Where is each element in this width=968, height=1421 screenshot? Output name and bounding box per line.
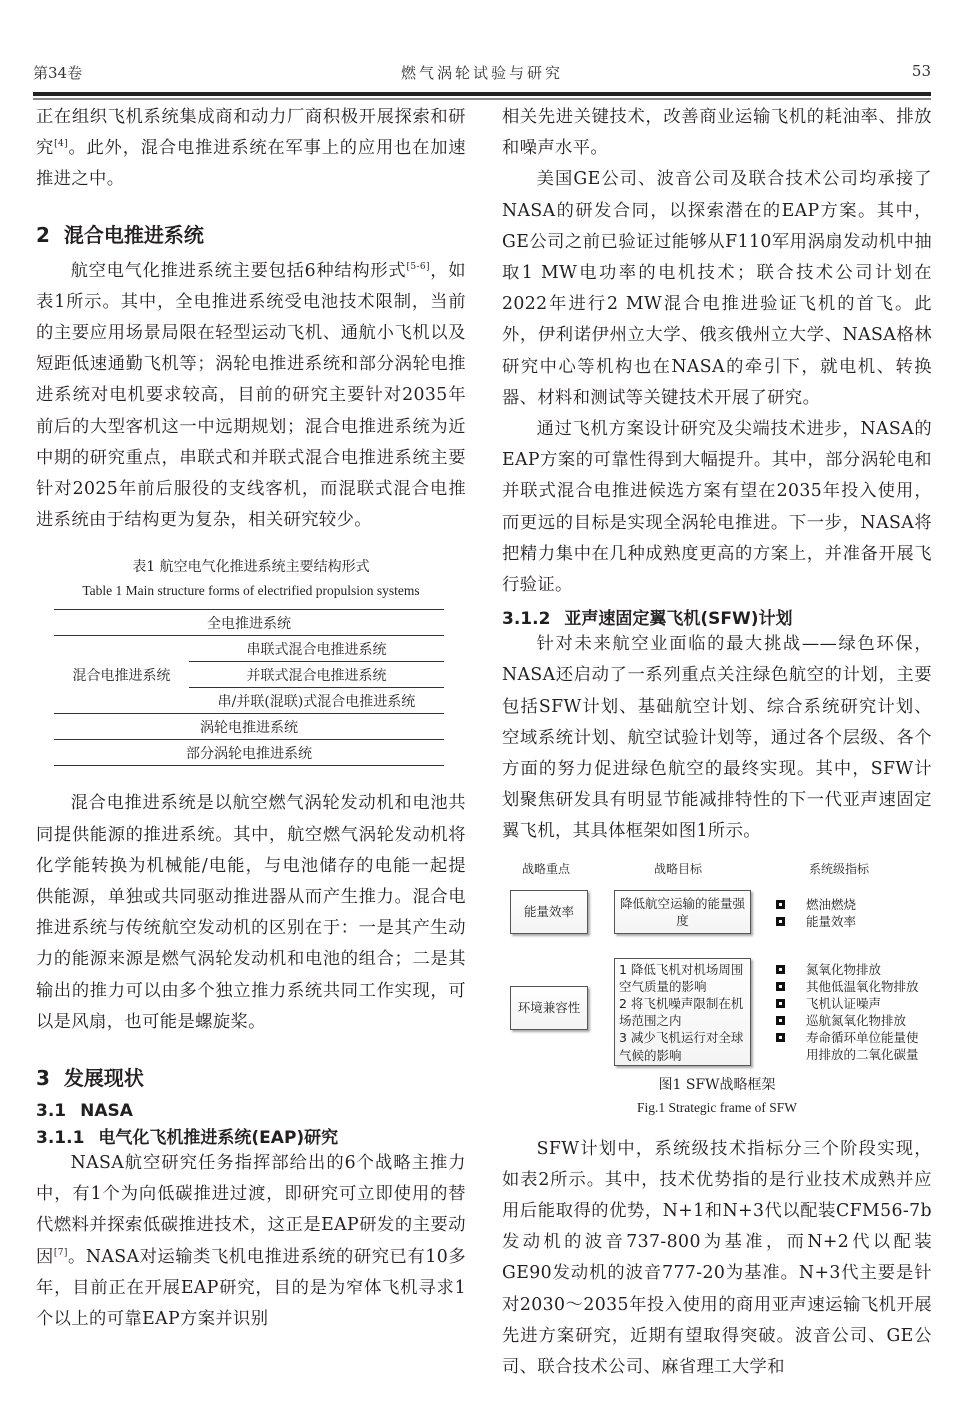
table-row [54, 714, 444, 740]
figure-caption-cn: 图1 SFW战略框架 [658, 1076, 776, 1093]
focus-box-energy: 能量效率 [510, 890, 588, 934]
indicator-item [777, 978, 927, 995]
text: NASA航空研究任务指挥部给出的6个战略主推力中，有1个为向低碳推进过渡，即研究可立即使用的替代燃料并探索低碳推进技术，这正是EAP研发的主要动因 [36, 1153, 466, 1267]
table-cell: 部分涡轮电推进系统 [54, 740, 444, 766]
left-column [36, 100, 466, 1335]
indicator-text: 能量效率 [806, 913, 857, 929]
text: 正在组织飞机系统集成商和动力厂商积极开展探索和研究 [36, 107, 466, 159]
figure-1-sfw-framework [502, 858, 932, 1066]
goal-box-energy: 降低航空运输的能量强度 [614, 890, 751, 934]
section-number: 3 [36, 1066, 50, 1091]
goal-item: 1 降低飞机对机场周围空气质量的影响 [619, 961, 744, 994]
section-number: 2 [36, 222, 50, 247]
paragraph-sfw-program: 针对未来航空业面临的最大挑战——绿色环保，NASA还启动了一系列重点关注绿色航空的计划，主要包括SFW计划、基础航空计划、综合系统研究计划、空域系统计划、航空试验计划等，通过各个层级、各个方面的努力促进绿色航空的最终实现。其中，SFW计划聚焦研发具有明显节能减排特性的下一代亚声速固定翼飞机，其具体框架如图1所示。 [502, 634, 932, 842]
section-title: NASA [80, 1101, 133, 1122]
journal-title: 燃气涡轮试验与研究 [400, 64, 563, 82]
section-title: 发展现状 [63, 1066, 144, 1091]
table-cell: 全电推进系统 [54, 610, 444, 636]
table-cell-group: 混合电推进系统 [54, 636, 189, 714]
indicator-item [777, 995, 927, 1012]
square-bullet-icon [777, 1017, 784, 1024]
section-heading-2 [36, 219, 466, 248]
indicator-list-environment [777, 961, 927, 1063]
table-caption-cn: 表1 航空电气化推进系统主要结构形式 [132, 559, 370, 576]
paragraph-hybrid-definition: 混合电推进系统是以航空燃气涡轮发动机和电池共同提供能源的推进系统。其中，航空燃气涡轮发动机将化学能转换为机械能/电能，与电池储存的电能一起提供能源，单独或共同驱动推进器从而产生推力。混合电推进系统与传统航空发动机的区别在于：一是其产生动力的能源来源是燃气涡轮发动机和电池的组合；二是其输出的推力可以由多个独立推力系统共同工作实现，可以是风扇，也可能是螺旋桨。 [36, 793, 466, 1032]
square-bullet-icon [777, 918, 784, 925]
indicator-list-energy [777, 896, 856, 930]
text: 航空电气化推进系统主要包括6种结构形式 [70, 260, 407, 281]
indicator-text: 飞机认证噪声 [806, 995, 882, 1011]
table-caption-en: Table 1 Main structure forms of electrified propulsion systems [82, 583, 420, 599]
section-heading-3 [36, 1062, 466, 1091]
right-column [502, 100, 932, 1383]
indicator-item [777, 1029, 927, 1063]
table-row [54, 740, 444, 766]
citation[interactable]: [5-6] [406, 261, 430, 272]
indicator-text: 燃油燃烧 [806, 896, 857, 912]
table-row [54, 610, 444, 636]
text: 。NASA对运输类飞机电推进系统的研究已有10多年，目前正在开展EAP研究，目的是为窄体飞机寻求1个以上的可靠EAP方案并识别 [36, 1246, 467, 1330]
section-heading-3-1 [36, 1101, 466, 1121]
column-header-focus: 战略重点 [522, 861, 571, 876]
paragraph-contracts: 美国GE公司、波音公司及联合技术公司均承接了NASA的研发合同，以探索潜在的EAP方案。其中，GE公司之前已验证过能够从F110军用涡扇发动机中抽取1 MW电功率的电机技术；联合技术公司计划在2022年进行2 MW混合电推进验证飞机的首飞。此外，伊利诺伊州立大学、俄亥俄州立大学、NASA格林研究中心等机构也在NASA的牵引下，就电机、转换器、材料和测试等关键技术开展了研究。 [502, 169, 932, 408]
section-number: 3.1 [36, 1101, 67, 1122]
paragraph-intro-continued [36, 102, 466, 196]
paragraph-reliability: 通过飞机方案设计研究及尖端技术进步，NASA的EAP方案的可靠性得到大幅提升。其中，部分涡轮电和并联式混合电推进候选方案有望在2035年投入使用，而更远的目标是实现全涡轮电推进。下一步，NASA将把精力集中在几种成熟度更高的方案上，并准备开展飞行验证。 [502, 419, 932, 596]
section-title: 混合电推进系统 [63, 222, 204, 247]
indicator-text: 其他低温氧化物排放 [806, 978, 919, 994]
section-title: 亚声速固定翼飞机(SFW)计划 [564, 609, 793, 630]
square-bullet-icon [777, 1034, 784, 1041]
table-cell: 串联式混合电推进系统 [189, 636, 444, 662]
section-title: 电气化飞机推进系统(EAP)研究 [98, 1128, 339, 1149]
square-bullet-icon [777, 983, 784, 990]
table-cell: 并联式混合电推进系统 [189, 662, 444, 688]
figure-caption-en: Fig.1 Strategic frame of SFW [636, 1099, 798, 1115]
page-number: 53 [911, 62, 931, 80]
citation[interactable]: [7] [53, 1247, 68, 1258]
square-bullet-icon [777, 966, 784, 973]
table-row [54, 636, 444, 662]
indicator-item [777, 913, 856, 930]
section-number: 3.1.1 [36, 1128, 85, 1149]
paragraph-structure-forms [36, 256, 466, 537]
indicator-text: 寿命循环单位能量使用排放的二氧化碳量 [806, 1029, 919, 1062]
column-header-indicators: 系统级指标 [809, 861, 870, 876]
text: 。此外，混合电推进系统在军事上的应用也在加速推进之中。 [36, 138, 466, 190]
table-1 [36, 556, 466, 766]
section-heading-3-1-1 [36, 1123, 466, 1148]
header-rule-thick [33, 92, 931, 96]
table-cell: 串/并联(混联)式混合电推进系统 [189, 688, 444, 714]
indicator-item [777, 1012, 927, 1029]
running-header [33, 62, 931, 84]
square-bullet-icon [777, 1000, 784, 1007]
section-heading-3-1-2 [502, 604, 932, 629]
paragraph-eap-continued: 相关先进关键技术，改善商业运输飞机的耗油率、排放和噪声水平。 [502, 107, 932, 159]
goal-item: 3 减少飞机运行对全球气候的影响 [619, 1030, 744, 1063]
focus-box-environment: 环境兼容性 [510, 986, 588, 1030]
paragraph-sfw-stages: SFW计划中，系统级技术指标分三个阶段实现，如表2所示。其中，技术优势指的是行业技术成熟并应用后能取得的优势，N+1和N+3代以配装CFM56-7b发动机的波音737-800为基准，而N+2代以配装GE90发动机的波音777-20为基准。N+3代主要是针对2030～2035年投入使用的商用亚声速运输飞机开展先进方案研究，近期有望取得突破。波音公司、GE公司、联合技术公司、麻省理工大学和 [502, 1138, 932, 1378]
table-cell: 涡轮电推进系统 [54, 714, 444, 740]
structure-forms-table [54, 609, 444, 766]
goal-box-environment [614, 958, 751, 1066]
indicator-text: 氮氧化物排放 [806, 961, 882, 977]
volume-label: 第34卷 [33, 64, 83, 82]
section-number: 3.1.2 [502, 609, 551, 630]
column-header-goal: 战略目标 [654, 861, 703, 876]
text: ，如表1所示。其中，全电推进系统受电池技术限制，当前的主要应用场景局限在轻型运动飞机、通航小飞机以及短距低速通勤飞机等；涡轮电推进系统和部分涡轮电推进系统对电机要求较高，目前的研究主要针对2035年前后的大型客机这一中远期规划；混合电推进系统为近中期的研究重点，串联式和并联式混合电推进系统主要针对2025年前后服役的支线客机，而混联式混合电推进系统由于结构更为复杂，相关研究较少。 [36, 260, 466, 531]
goal-item: 2 将飞机噪声限制在机场范围之内 [619, 996, 744, 1029]
square-bullet-icon [777, 901, 784, 908]
citation[interactable]: [4] [54, 139, 69, 150]
indicator-item [777, 896, 856, 913]
indicator-text: 巡航氮氧化物排放 [806, 1012, 907, 1028]
paragraph-eap-research [36, 1148, 466, 1335]
indicator-item [777, 961, 927, 978]
